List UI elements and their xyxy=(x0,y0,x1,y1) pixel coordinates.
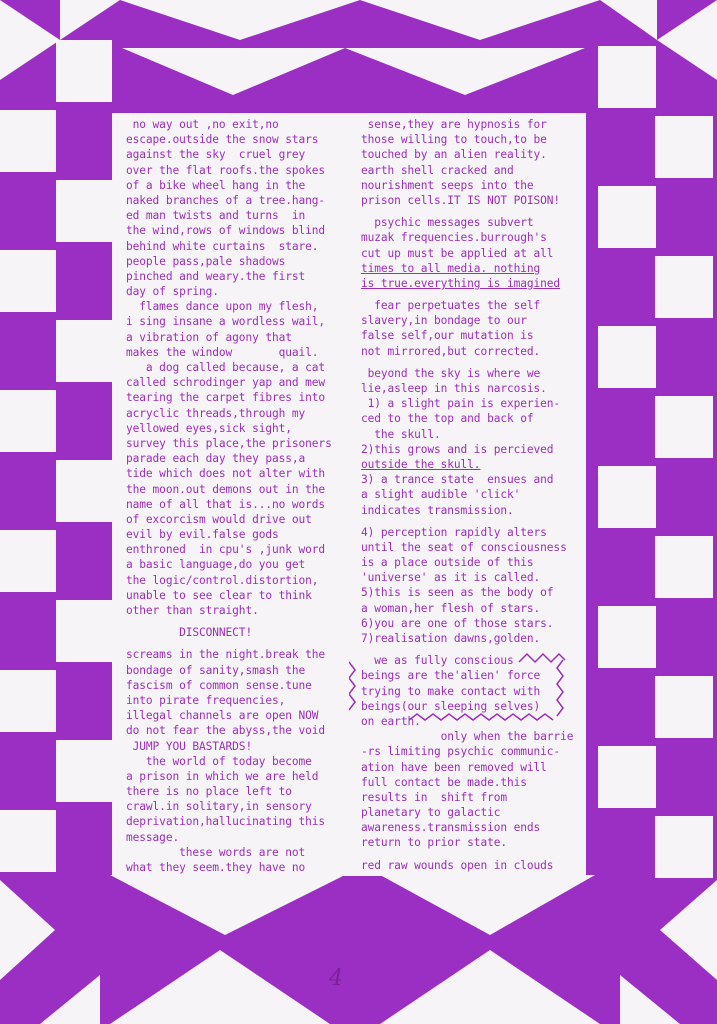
text-line: beyond the sky is where we xyxy=(361,366,541,380)
text-line xyxy=(361,359,581,366)
text-line: ation have been removed will xyxy=(361,760,547,774)
text-line: outside the skull. xyxy=(361,457,481,471)
text-line: ed man twists and turns in xyxy=(126,209,306,223)
text-line: only when the barrie xyxy=(361,730,574,744)
text-line: nourishment seeps into the xyxy=(361,178,534,192)
text-line: naked branches of a tree.hang- xyxy=(126,193,326,207)
text-line: 4) perception rapidly alters xyxy=(361,525,547,539)
text-line: until the seat of consciousness xyxy=(361,540,567,554)
text-line xyxy=(361,851,581,858)
checker-square xyxy=(0,670,56,732)
text-line: touched by an alien reality. xyxy=(361,148,547,162)
checker-square xyxy=(598,466,656,528)
text-line: cut up must be applied at all xyxy=(361,246,554,260)
text-line: psychic messages subvert xyxy=(361,216,534,230)
text-line: trying to make contact with xyxy=(361,684,541,698)
text-line: on earth. xyxy=(361,714,421,728)
text-line: false self,our mutation is xyxy=(361,329,534,343)
checker-square xyxy=(56,320,112,382)
text-line: unable to see clear to think xyxy=(126,588,312,602)
text-line: we as fully conscious xyxy=(361,654,514,668)
checker-square xyxy=(655,256,713,318)
text-line: red raw wounds open in clouds xyxy=(361,858,554,872)
text-line: other than straight. xyxy=(126,604,259,617)
text-line: a slight audible 'click' xyxy=(361,488,521,502)
text-line: 6)you are one of those stars. xyxy=(361,616,554,630)
checker-square xyxy=(598,606,656,668)
text-line: into pirate frequencies, xyxy=(126,693,286,707)
text-line: behind white curtains stare. xyxy=(126,239,319,253)
text-line: a vibration of agony that xyxy=(126,330,292,344)
text-line: muzak frequencies.burrough's xyxy=(361,231,547,245)
text-line: full contact be made.this xyxy=(361,775,527,789)
checker-square xyxy=(56,740,112,802)
checker-square xyxy=(56,40,112,102)
text-line: makes the window quail. xyxy=(126,345,319,359)
checker-square xyxy=(655,676,713,738)
checker-square xyxy=(0,810,56,872)
text-line: lie,asleep in this narcosis. xyxy=(361,382,547,395)
text-line: not mirrored,but corrected. xyxy=(361,344,541,358)
text-line: 3) a trance state ensues and xyxy=(361,473,554,487)
checker-square xyxy=(56,600,112,662)
text-line: escape.outside the snow stars xyxy=(126,133,319,147)
text-line: no way out ,no exit,no xyxy=(126,118,279,131)
text-line: acryclic threads,through my xyxy=(126,406,306,420)
text-line: flames dance upon my flesh, xyxy=(126,300,319,314)
text-line xyxy=(361,518,581,525)
text-line: the skull. xyxy=(361,427,441,441)
text-line: is true.everything is imagined xyxy=(361,276,561,290)
wavy-line xyxy=(349,654,565,720)
text-line: earth shell cracked and xyxy=(361,163,514,177)
text-line: 'universe' as it is called. xyxy=(361,571,541,585)
text-line: against the sky cruel grey xyxy=(126,148,306,162)
text-line: i sing insane a wordless wail, xyxy=(126,315,326,329)
text-line: awareness.transmission ends xyxy=(361,821,541,835)
text-line: the moon.out demons out in the xyxy=(126,482,326,496)
text-line: people pass,pale shadows xyxy=(126,254,286,268)
text-line: slavery,in bondage to our xyxy=(361,314,527,328)
text-line xyxy=(126,618,358,625)
text-line: parade each day they pass,a xyxy=(126,452,306,466)
text-line: is a place outside of this xyxy=(361,556,534,570)
text-line: the logic/control.distortion, xyxy=(126,573,319,587)
text-line: pinched and weary.the first xyxy=(126,269,306,283)
text-line: the wind,rows of windows blind xyxy=(126,224,326,238)
text-line: message. xyxy=(126,830,180,844)
text-line: beings(our sleeping selves) xyxy=(361,699,541,713)
checker-square xyxy=(0,250,56,312)
text-line: do not fear the abyss,the void xyxy=(126,724,326,738)
text-line: 7)realisation dawns,golden. xyxy=(361,632,541,645)
checker-square xyxy=(0,530,56,592)
text-line: a prison in which we are held xyxy=(126,769,319,783)
text-line: those willing to touch,to be xyxy=(361,133,547,147)
checker-square xyxy=(655,816,713,878)
checker-square xyxy=(655,116,713,178)
text-line: over the flat roofs.the spokes xyxy=(126,163,326,177)
text-line: evil by evil.false gods xyxy=(126,528,279,542)
text-line: JUMP YOU BASTARDS! xyxy=(126,739,253,753)
text-line: called schrodinger yap and mew xyxy=(126,376,326,390)
page-number: 4 xyxy=(329,966,343,991)
text-line: return to prior state. xyxy=(361,836,507,850)
checker-square xyxy=(598,186,656,248)
checker-square xyxy=(598,46,656,108)
text-line: a basic language,do you get xyxy=(126,558,306,572)
text-line: ced to the top and back of xyxy=(361,412,534,426)
wavy-border-decoration xyxy=(349,648,581,728)
text-line: 2)this grows and is percieved xyxy=(361,442,554,456)
checker-square xyxy=(0,110,56,172)
text-line: what they seem.they have no xyxy=(126,861,306,874)
text-line xyxy=(126,640,358,647)
text-line: crawl.in solitary,in sensory xyxy=(126,800,312,814)
checker-square xyxy=(0,390,56,452)
text-line: these words are not xyxy=(126,845,306,859)
checker-square xyxy=(598,746,656,808)
text-line: of excorcism would drive out xyxy=(126,512,312,526)
text-line: tide which does not alter with xyxy=(126,467,326,481)
text-line xyxy=(361,208,581,215)
left-text-column xyxy=(126,117,358,875)
text-line: prison cells.IT IS NOT POISON! xyxy=(361,193,561,207)
text-line: tearing the carpet fibres into xyxy=(126,391,326,405)
checker-square xyxy=(598,326,656,388)
right-text-column xyxy=(361,117,581,873)
text-line: yellowed eyes,sick sight, xyxy=(126,421,292,435)
text-line: DISCONNECT! xyxy=(126,626,253,640)
text-line: the world of today become xyxy=(126,754,312,768)
text-line: results in shift from xyxy=(361,790,507,804)
text-line: a dog called because, a cat xyxy=(126,361,326,374)
text-line: indicates transmission. xyxy=(361,503,514,517)
text-line xyxy=(361,291,581,298)
text-line: there is no place left to xyxy=(126,785,292,799)
text-line: name of all that is...no words xyxy=(126,497,326,511)
text-line: survey this place,the prisoners xyxy=(126,436,332,450)
text-line: sense,they are hypnosis for xyxy=(361,118,547,131)
checker-square xyxy=(655,396,713,458)
text-line: 5)this is seen as the body of xyxy=(361,586,554,600)
checker-square xyxy=(655,536,713,598)
checker-square xyxy=(56,180,112,242)
text-line: illegal channels are open NOW xyxy=(126,709,319,723)
text-line: bondage of sanity,smash the xyxy=(126,663,306,677)
text-line: a woman,her flesh of stars. xyxy=(361,601,541,615)
text-line: deprivation,hallucinating this xyxy=(126,815,326,829)
text-line: beings are the'alien' force xyxy=(361,669,541,683)
text-line: -rs limiting psychic communic- xyxy=(361,745,561,759)
checker-square xyxy=(56,460,112,522)
text-line: screams in the night.break the xyxy=(126,648,326,662)
text-line: times to all media. nothing xyxy=(361,261,541,275)
text-line: planetary to galactic xyxy=(361,806,501,820)
text-line: fear perpetuates the self xyxy=(361,299,541,313)
text-line: of a bike wheel hang in the xyxy=(126,178,306,192)
text-line: day of spring. xyxy=(126,285,219,299)
text-line: 1) a slight pain is experien- xyxy=(361,397,561,411)
text-line: enthroned in cpu's ,junk word xyxy=(126,543,326,557)
text-line: fascism of common sense.tune xyxy=(126,678,312,692)
